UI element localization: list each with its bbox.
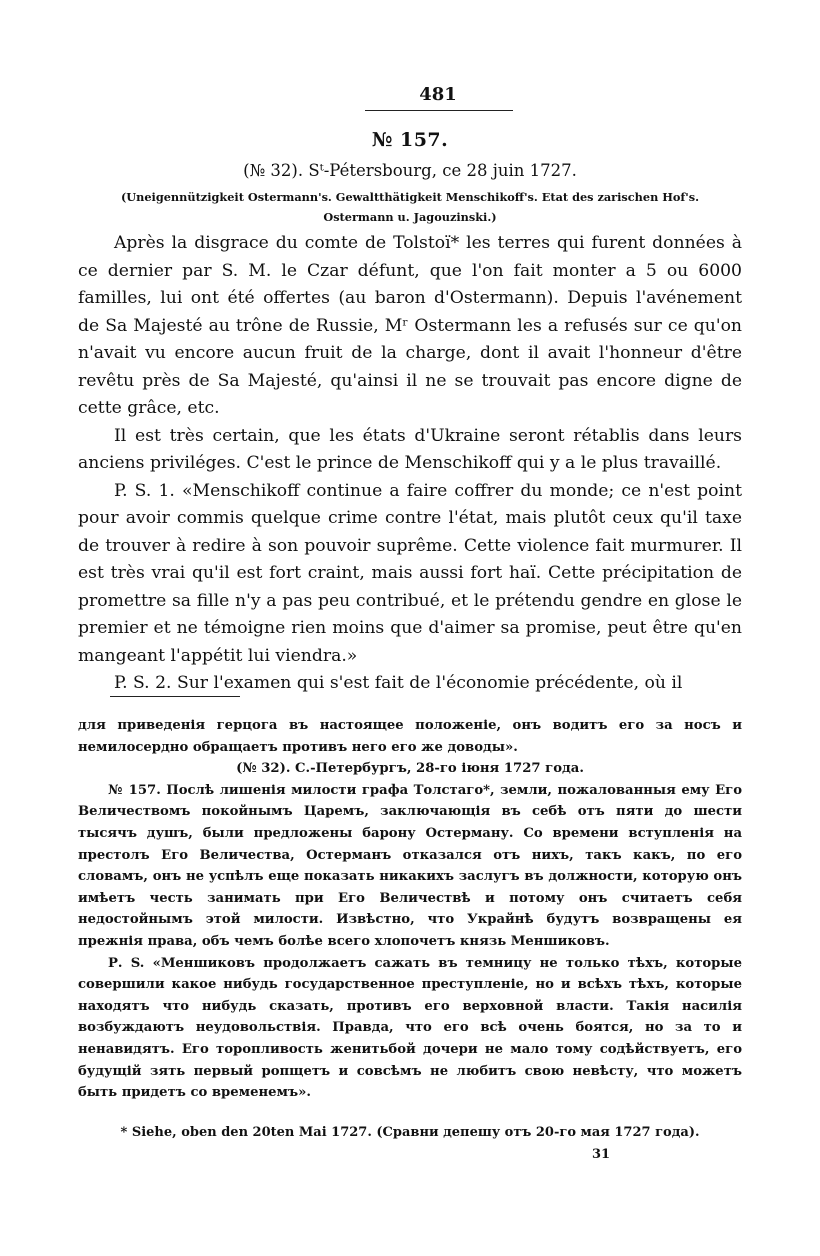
german-summary: (Uneigennützigkeit Ostermann's. Gewaltthätigkeit Menschikoff's. Etat des zarischen Hof's. Ostermann u. Jagouzinski.) [120,190,700,224]
french-text [78,230,742,698]
french-paragraph-2: Il est très certain, que les états d'Ukraine seront rétablis dans leurs anciens priviléges. C'est le prince de Menschikoff qui y a le plus travaillé. [78,425,742,473]
document-number: № 157. [371,129,449,151]
signature-mark: 31 [592,1147,611,1162]
russian-continuation: для приведенія герцога въ настоящее положеніе, онъ водитъ его за носъ и немилосердно обращаетъ противъ него его же доводы». [78,718,742,755]
russian-text [78,715,742,1104]
french-paragraph-4: P. S. 2. Sur l'examen qui s'est fait de l'économie précédente, où il [114,673,683,693]
russian-dateline: (№ 32). С.-Петербургъ, 28-го іюня 1727 года. [236,761,584,777]
russian-paragraph-1: № 157. Послѣ лишенія милости графа Толстаго*, земли, пожалованныя ему Его Величествомъ покойнымъ Царемъ, заключающія въ себѣ отъ пяти до шести тысячъ душъ, были предложены барону Остерману. Со времени вступленія на престолъ Его Величества, Остерманъ отказался отъ нихъ, такъ какъ, по его словамъ, онъ не успѣлъ еще показать никакихъ заслугъ въ должности, которую онъ имѣетъ честь занимать при Его Величествѣ и потому онъ считаетъ себя недостойнымъ этой милости. Извѣстно, что Украйнѣ будутъ возвращены ея прежнія права, объ чемъ болѣе всего хлопочетъ князь Меншиковъ. [78,782,742,949]
french-dateline: (№ 32). Sᵗ-Pétersbourg, ce 28 juin 1727. [243,161,577,180]
russian-paragraph-2: Р. S. «Меншиковъ продолжаетъ сажать въ темницу не только тѣхъ, которые совершили какое нибудь государственное преступленіе, но и всѣхъ тѣхъ, которые находятъ что нибудь сказать, противъ его верховной власти. Такія насилія возбуждаютъ неудовольствія. Правда, что его всѣ очень боятся, но за то и ненавидятъ. Его торопливость женитьбой дочери не мало тому содѣйствуетъ, его будущій зять первый ропщетъ и совсѣмъ не любитъ свою невѣсту, что можетъ быть придетъ со временемъ». [78,955,742,1101]
french-paragraph-3: P. S. 1. «Menschikoff continue a faire coffrer du monde; ce n'est point pour avoir commis quelque crime contre l'état, mais plutôt ceux qu'il taxe de trouver à redire à son pouvoir suprême. Cette violence fait murmurer. Il est très vrai qu'il est fort craint, mais aussi fort haï. Cette précipitation de promettre sa fille n'y a pas peu contribué, et le prétendu gendre en glose le premier et ne témoigne rien moins que d'aimer sa promise, peut être qu'en mangeant l'appétit lui viendra.» [78,480,742,666]
footnote: * Siehe, oben den 20ten Mai 1727. (Сравни депешу отъ 20-го мая 1727 года). [120,1125,700,1140]
page-number: 481 [419,84,457,105]
page-number-rule [365,110,513,111]
footnote-separator [110,696,240,697]
french-paragraph-1: Après la disgrace du comte de Tolstoï* les terres qui furent données à ce dernier par S. M. le Czar défunt, que l'on fait monter a 5 ou 6000 familles, lui ont été offertes (au baron d'Ostermann). Depuis l'avénement de Sa Majesté au trône de Russie, Mʳ Ostermann les a refusés sur ce qu'on n'avait vu encore aucun fruit de la charge, dont il avait l'honneur d'être revêtu près de Sa Majesté, qu'ainsi il ne se trouvait pas encore digne de cette grâce, etc. [78,233,742,418]
